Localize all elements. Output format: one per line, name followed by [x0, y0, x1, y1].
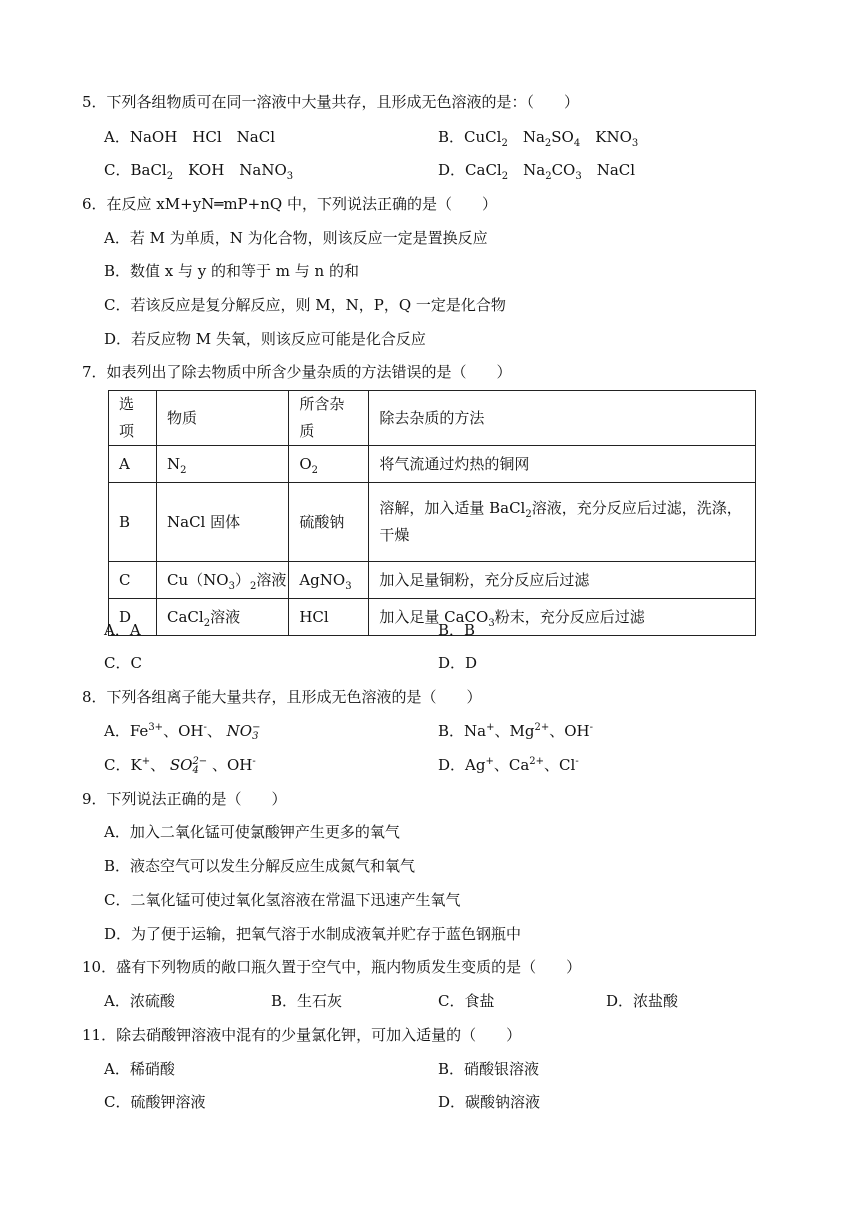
- formula: AgNO: [299, 570, 346, 589]
- question-7-stem: 7．如表列出了除去物质中所含少量杂质的方法错误的是（ ）: [82, 363, 512, 381]
- ion: 、OH: [163, 722, 204, 740]
- question-8-stem: 8．下列各组离子能大量共存，且形成无色溶液的是（ ）: [82, 688, 482, 706]
- subscript: 2: [180, 464, 187, 476]
- formula: Na: [508, 161, 546, 179]
- formula: Na: [507, 128, 545, 146]
- charge: 3+: [148, 722, 164, 733]
- charge: 2−: [192, 756, 208, 767]
- sulfate-ion: [170, 756, 207, 774]
- question-11-option-b: B．硝酸银溶液: [438, 1060, 540, 1078]
- subscript: 4: [573, 138, 581, 149]
- formula: CaCl: [465, 161, 502, 179]
- subscript: 3: [488, 617, 495, 629]
- question-11-option-d: D．碳酸钠溶液: [438, 1093, 541, 1111]
- formula: Cu（NO: [167, 570, 229, 589]
- separator: 、: [206, 722, 227, 740]
- question-11-option-c: C．硫酸钾溶液: [104, 1093, 206, 1111]
- table-cell: A: [109, 446, 157, 483]
- subscript: 2: [544, 138, 552, 149]
- table-cell: [157, 446, 289, 483]
- question-9-stem: 9．下列说法正确的是（ ）: [82, 790, 287, 808]
- charge: 2+: [529, 756, 545, 767]
- charge: -: [203, 722, 207, 733]
- table-header-cell: 选项: [109, 391, 157, 446]
- ion: 、Mg: [494, 722, 535, 740]
- formula: O: [299, 454, 312, 473]
- table-cell: [157, 562, 289, 599]
- table-row: [109, 446, 756, 483]
- ion: SO: [169, 756, 193, 774]
- question-6-option-c: C．若该反应是复分解反应，则 M，N，P，Q 一定是化合物: [104, 296, 506, 314]
- question-10-option-d: D．浓盐酸: [606, 992, 679, 1010]
- option-text: NaOH HCl NaCl: [129, 128, 275, 146]
- question-9-option-c: C．二氧化锰可使过氧化氢溶液在常温下迅速产生氧气: [104, 891, 461, 909]
- subscript: 2: [501, 171, 509, 182]
- subscript: 3: [575, 171, 582, 182]
- question-7-option-a: A．A: [104, 621, 141, 639]
- subscript: 3: [345, 580, 352, 592]
- question-11-stem: 11．除去硝酸钾溶液中混有的少量氯化钾，可加入适量的（ ）: [82, 1026, 522, 1044]
- method-text: 加入足量 CaCO: [379, 607, 489, 626]
- subscript: 3: [228, 580, 235, 592]
- question-5-option-b: [438, 127, 638, 147]
- table-cell: HCl: [289, 599, 369, 636]
- table-header-cell: 除去杂质的方法: [369, 391, 756, 446]
- question-8-option-c: [104, 755, 256, 775]
- formula: ）: [234, 570, 250, 589]
- nitrate-ion: [227, 722, 261, 740]
- formula: BaCl: [130, 161, 167, 179]
- question-5-stem: 5．下列各组物质可在同一溶液中大量共存，且形成无色溶液的是：（ ）: [82, 93, 580, 111]
- question-6-stem: 6．在反应 xM+yN═mP+nQ 中，下列说法正确的是（ ）: [82, 195, 497, 213]
- question-7-option-b: B．B: [438, 621, 476, 639]
- subscript: 2: [311, 464, 319, 476]
- subscript: 2: [545, 171, 552, 182]
- question-5-option-d: [438, 160, 635, 180]
- formula: N: [167, 454, 181, 473]
- ion: C．K: [104, 756, 142, 774]
- formula: CO: [551, 161, 576, 179]
- table-cell: [157, 599, 289, 636]
- table-row: [109, 599, 756, 636]
- table-cell: [369, 483, 756, 562]
- question-8-option-d: [438, 755, 579, 775]
- question-9-option-a: A．加入二氧化锰可使氯酸钾产生更多的氧气: [104, 823, 400, 841]
- question-8-option-a: [104, 721, 260, 741]
- charge: +: [141, 756, 151, 767]
- question-6-option-b: B．数值 x 与 y 的和等于 m 与 n 的和: [104, 262, 359, 280]
- ion: 、OH: [207, 756, 253, 774]
- table-cell: D: [109, 599, 157, 636]
- question-7-option-d: D．D: [438, 654, 478, 672]
- ion: 、OH: [549, 722, 590, 740]
- table-header-cell: 所含杂质: [289, 391, 369, 446]
- method-text: 溶液，充分反应后过滤，洗涤，干燥: [379, 499, 742, 544]
- ion: B．Na: [438, 722, 487, 740]
- table-cell: [289, 446, 369, 483]
- charge: 2+: [534, 722, 550, 733]
- subscript: 2: [166, 171, 174, 182]
- question-9-option-b: B．液态空气可以发生分解反应生成氮气和氧气: [104, 857, 416, 875]
- subscript: 3: [286, 171, 294, 182]
- ion: 、Ca: [493, 756, 530, 774]
- table-cell: [369, 599, 756, 636]
- question-10-option-a: A．浓硫酸: [104, 992, 175, 1010]
- formula: 溶液: [256, 570, 287, 589]
- ion: 、Cl: [544, 756, 576, 774]
- question-11-option-a: A．稀硝酸: [104, 1060, 175, 1078]
- option-label: A．: [104, 128, 130, 146]
- ion: A．Fe: [104, 722, 149, 740]
- table-cell: 加入足量铜粉，充分反应后过滤: [369, 562, 756, 599]
- question-6-option-a: A．若 M 为单质，N 为化合物，则该反应一定是置换反应: [104, 229, 488, 247]
- question-10-option-b: B．生石灰: [271, 992, 343, 1010]
- charge: +: [485, 756, 494, 767]
- subscript: 2: [501, 138, 508, 149]
- subscript: 2: [203, 617, 211, 629]
- impurity-table: [108, 390, 756, 636]
- table-header-row: [109, 391, 756, 446]
- option-label: D．: [438, 161, 466, 179]
- question-5-option-c: [104, 160, 293, 180]
- charge: +: [486, 722, 495, 733]
- subscript: 3: [252, 731, 259, 742]
- charge: -: [252, 756, 256, 767]
- table-cell: [289, 562, 369, 599]
- ion: NO: [226, 722, 253, 740]
- table-cell: NaCl 固体: [157, 483, 289, 562]
- charge: -: [575, 756, 579, 767]
- ion: D．Ag: [438, 756, 486, 774]
- table-header-cell: 物质: [157, 391, 289, 446]
- option-label: B．: [438, 128, 465, 146]
- formula: CaCl: [167, 607, 204, 626]
- subscript: 4: [192, 765, 199, 776]
- formula: KOH NaNO: [173, 161, 287, 179]
- formula: NaCl: [581, 161, 636, 179]
- charge: −: [252, 722, 261, 733]
- formula: CuCl: [464, 128, 502, 146]
- table-cell: C: [109, 562, 157, 599]
- question-6-option-d: D．若反应物 M 失氧，则该反应可能是化合反应: [104, 330, 426, 348]
- subscript: 2: [249, 580, 257, 592]
- option-label: C．: [104, 161, 131, 179]
- subscript: 3: [631, 138, 639, 149]
- question-5-option-a: [104, 127, 275, 147]
- separator: 、: [150, 756, 170, 774]
- question-8-option-b: [438, 721, 593, 741]
- question-10-option-c: C．食盐: [438, 992, 495, 1010]
- table-row: [109, 483, 756, 562]
- method-text: 粉末，充分反应后过滤: [494, 607, 645, 626]
- table-cell: 将气流通过灼热的铜网: [369, 446, 756, 483]
- charge: -: [589, 722, 593, 733]
- formula: SO: [551, 128, 574, 146]
- table-cell: 硫酸钠: [289, 483, 369, 562]
- formula: KNO: [580, 128, 632, 146]
- question-7-option-c: C．C: [104, 654, 142, 672]
- method-text: 溶解，加入适量 BaCl: [379, 499, 526, 517]
- table-row: [109, 562, 756, 599]
- question-9-option-d: D．为了便于运输，把氧气溶于水制成液氧并贮存于蓝色钢瓶中: [104, 925, 522, 943]
- question-10-stem: 10．盛有下列物质的敞口瓶久置于空气中，瓶内物质发生变质的是（ ）: [82, 958, 582, 976]
- formula: 溶液: [210, 607, 241, 626]
- table-cell: B: [109, 483, 157, 562]
- subscript: 2: [525, 509, 532, 520]
